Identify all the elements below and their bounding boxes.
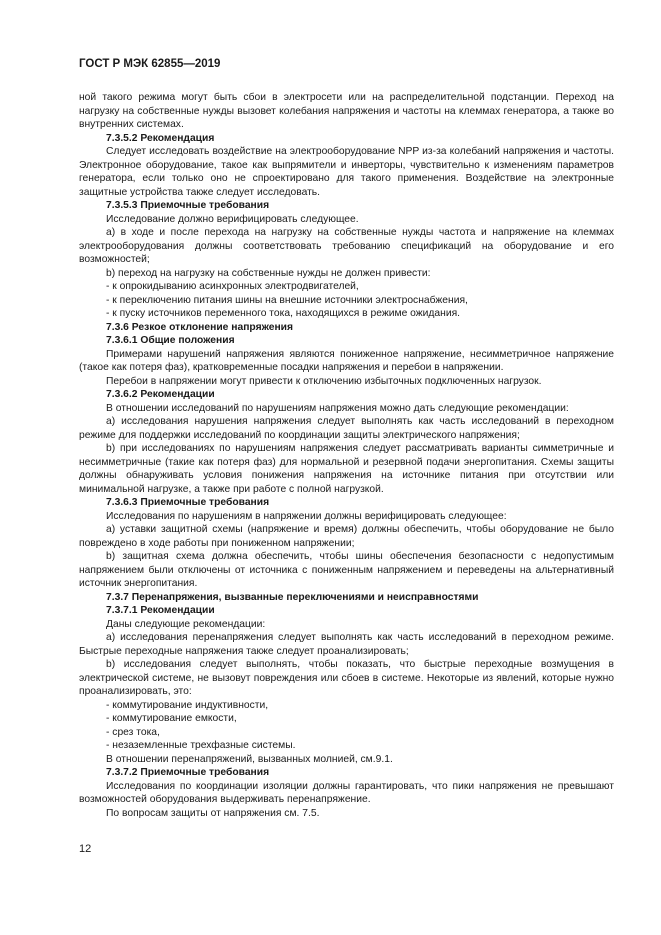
paragraph: b) при исследованиях по нарушениям напряжения следует рассматривать варианты симметричные и несимметричные (такие как потеря фаз) для нормальной и резервной подачи энергопитания. Схемы защиты должны обнаруживать условия понижения напряжения на источнике питания при отсутствии или минимальной нагрузке, а также при работе с полной нагрузкой.	[79, 443, 614, 495]
page-number: 12	[79, 843, 92, 855]
paragraph: Исследования по нарушениям в напряжении должны верифицировать следующее:	[106, 510, 507, 522]
list-item: - коммутирование индуктивности,	[106, 699, 269, 711]
paragraph: a) исследования нарушения напряжения следует выполнять как часть исследований в переходном режиме для поддержки исследований по координации защиты электрического напряжения;	[79, 416, 614, 441]
paragraph: Примерами нарушений напряжения являются пониженное напряжение, несимметричное напряжение (такое как потеря фаз), кратковременные посадки напряжения и перебои в напряжении.	[79, 348, 614, 373]
list-item: - незаземленные трехфазные системы.	[106, 740, 296, 751]
section-heading: 7.3.6 Резкое отклонение напряжения	[106, 321, 294, 333]
paragraph: Исследования по координации изоляции должны гарантировать, что пики напряжения не превышают возможностей оборудования выдерживать перенапряжение.	[79, 780, 614, 805]
paragraph: ной такого режима могут быть сбои в электросети или на распределительной подстанции. Переход на нагрузку на собственные нужды вызовет колебания напряжения и частоты на клеммах генератора, а также во внутренних системах.	[79, 92, 614, 130]
paragraph: b) защитная схема должна обеспечить, чтобы шины обеспечения безопасности с недопустимым напряжением были отключены от источника с пониженным напряжением и переведены на альтернативный источник энергопитания.	[79, 551, 614, 589]
paragraph: Даны следующие рекомендации:	[106, 618, 266, 630]
paragraph: a) в ходе и после перехода на нагрузку на собственные нужды частота и напряжение на клеммах электрооборудования должны соответствовать требованию спецификаций на оборудование и его возможностей;	[79, 227, 614, 265]
section-heading: 7.3.6.2 Рекомендации	[106, 389, 215, 400]
list-item: - срез тока,	[106, 726, 160, 738]
section-heading: 7.3.6.1 Общие положения	[106, 335, 235, 346]
list-item: - к переключению питания шины на внешние источники электроснабжения,	[106, 294, 468, 306]
paragraph: В отношении перенапряжений, вызванных молнией, см.9.1.	[106, 753, 393, 765]
list-item: - к пуску источников переменного тока, находящихся в режиме ожидания.	[106, 308, 461, 319]
section-heading: 7.3.7 Перенапряжения, вызванные переключениями и неисправностями	[106, 591, 479, 603]
section-heading: 7.3.7.2 Приемочные требования	[106, 767, 270, 778]
paragraph: Исследование должно верифицировать следующее.	[106, 213, 359, 225]
section-heading: 7.3.7.1 Рекомендации	[106, 605, 215, 616]
paragraph: Перебои в напряжении могут привести к отключению избыточных подключенных нагрузок.	[106, 375, 542, 387]
document-header: ГОСТ Р МЭК 62855—2019	[79, 58, 221, 70]
section-heading: 7.3.5.3 Приемочные требования	[106, 200, 270, 211]
section-heading: 7.3.6.3 Приемочные требования	[106, 497, 270, 508]
paragraph: b) исследования следует выполнять, чтобы показать, что быстрые переходные возмущения в электрической системе, не вызовут повреждения или сбоев в системе. Некоторые из явлений, которые нужно проанализировать, это:	[79, 659, 614, 697]
list-item: - коммутирование емкости,	[106, 713, 237, 724]
paragraph: По вопросам защиты от напряжения см. 7.5.	[106, 807, 320, 819]
document-body	[79, 91, 614, 820]
paragraph: Следует исследовать воздействие на электрооборудование NPP из-за колебаний напряжения и частоты. Электронное оборудование, такое как выпрямители и инверторы, чувствительно к изменениям параметров генератора, если только оно не спроектировано для такого применения. Воздействие на электронные защитные устройства также следует исследовать.	[79, 146, 614, 198]
list-item: - к опрокидыванию асинхронных электродвигателей,	[106, 281, 359, 292]
paragraph: b) переход на нагрузку на собственные нужды не должен привести:	[106, 267, 431, 279]
paragraph: a) уставки защитной схемы (напряжение и время) должны обеспечить, чтобы оборудование не было повреждено в ходе работы при пониженном напряжении;	[79, 524, 614, 549]
paragraph: В отношении исследований по нарушениям напряжения можно дать следующие рекомендации:	[106, 402, 569, 414]
paragraph: a) исследования перенапряжения следует выполнять как часть исследований в переходном режиме. Быстрые переходные напряжения также следует проанализировать;	[79, 632, 614, 657]
section-heading: 7.3.5.2 Рекомендация	[106, 132, 215, 144]
